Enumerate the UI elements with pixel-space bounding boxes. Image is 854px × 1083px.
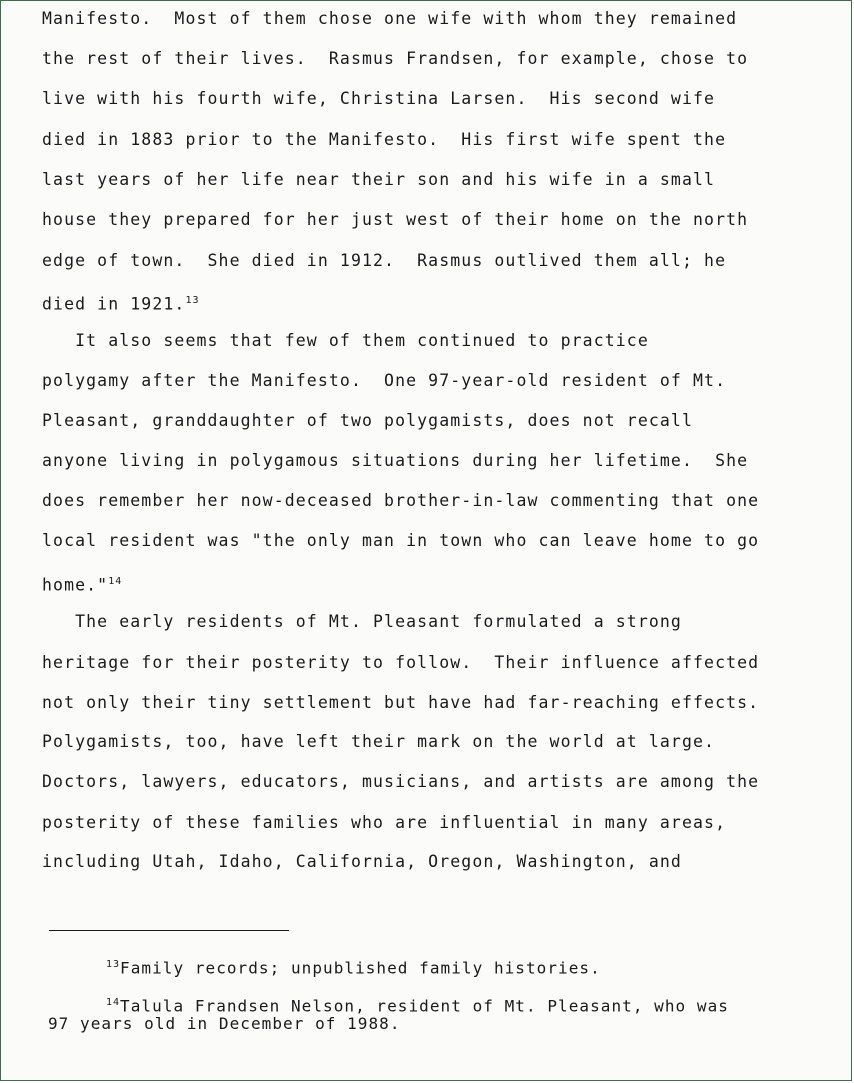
- body-line-19: Polygamists, too, have left their mark on the world at large.: [42, 732, 716, 751]
- footnote-ref-14: 14: [108, 576, 123, 587]
- footnote-ref-13: 13: [185, 295, 200, 306]
- body-line-11: Pleasant, granddaughter of two polygamists, does not recall: [42, 411, 693, 430]
- footnote-separator: [49, 930, 289, 931]
- footnote-13: [106, 955, 601, 978]
- body-line-8-text: died in 1921.: [42, 294, 186, 314]
- body-line-9: It also seems that few of them continued to practice: [42, 331, 649, 350]
- body-line-20: Doctors, lawyers, educators, musicians, and artists are among the: [42, 772, 760, 791]
- footnote-13-text: Family records; unpublished family histories.: [120, 958, 601, 978]
- body-line-6: house they prepared for her just west of their home on the north: [42, 210, 749, 229]
- body-line-12: anyone living in polygamous situations during her lifetime. She: [42, 451, 749, 470]
- body-line-13: does remember her now-deceased brother-in-law commenting that one: [42, 491, 760, 510]
- footnote-14-number: 14: [106, 997, 121, 1008]
- body-line-8: [42, 291, 200, 315]
- body-line-17: heritage for their posterity to follow. Their influence affected: [42, 653, 760, 672]
- body-line-21: posterity of these families who are influential in many areas,: [42, 813, 727, 832]
- body-line-14: local resident was "the only man in town who can leave home to go: [42, 531, 760, 550]
- footnote-14-text-line-1: Talula Frandsen Nelson, resident of Mt. Pleasant, who was: [120, 996, 729, 1016]
- body-line-16: The early residents of Mt. Pleasant formulated a strong: [42, 612, 682, 631]
- body-line-22: including Utah, Idaho, California, Oregon, Washington, and: [42, 852, 682, 871]
- body-line-18: not only their tiny settlement but have had far-reaching effects.: [42, 693, 760, 712]
- body-line-2: the rest of their lives. Rasmus Frandsen, for example, chose to: [42, 49, 749, 68]
- body-line-4: died in 1883 prior to the Manifesto. His first wife spent the: [42, 130, 727, 149]
- footnote-14: [106, 993, 729, 1016]
- body-line-5: last years of her life near their son and his wife in a small: [42, 170, 716, 189]
- body-line-1: Manifesto. Most of them chose one wife with whom they remained: [42, 9, 738, 28]
- body-line-3: live with his fourth wife, Christina Larsen. His second wife: [42, 89, 716, 108]
- footnote-13-number: 13: [106, 959, 121, 970]
- body-line-15: [42, 572, 122, 596]
- body-line-7: edge of town. She died in 1912. Rasmus outlived them all; he: [42, 251, 727, 270]
- body-line-15-text: home.": [42, 575, 109, 595]
- footnote-14-text-line-2: 97 years old in December of 1988.: [48, 1014, 401, 1033]
- body-line-10: polygamy after the Manifesto. One 97-year-old resident of Mt.: [42, 371, 727, 390]
